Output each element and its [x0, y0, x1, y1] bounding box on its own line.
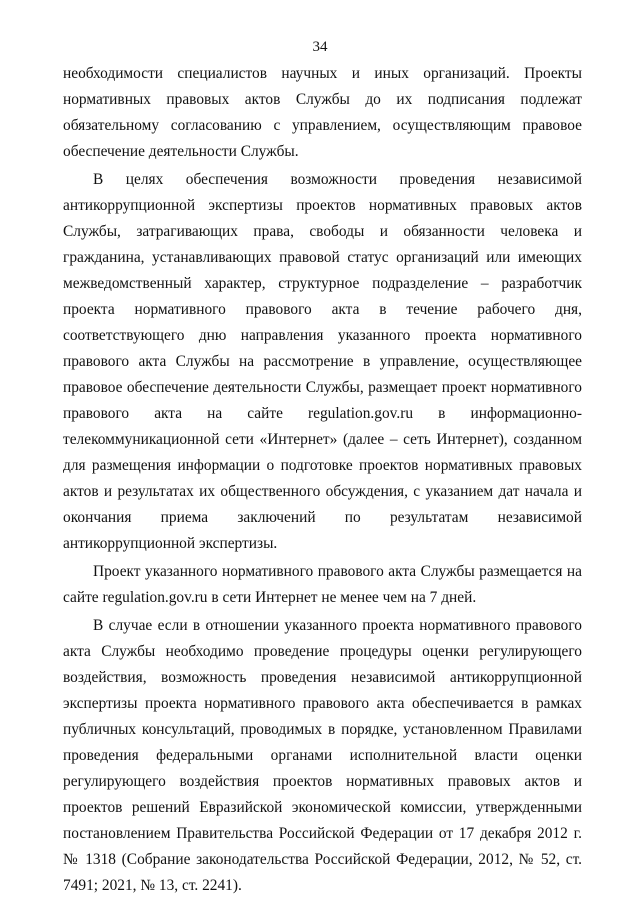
paragraph-continuation: необходимости специалистов научных и иных организаций. Проекты нормативных правовых актов Службы до их подписания подлежат обязательному согласованию с управлением, осуществляющим правовое обеспечение деятельности Службы. [63, 65, 582, 160]
document-body [63, 61, 582, 899]
paragraph-regulatory-impact: В случае если в отношении указанного проекта нормативного правового акта Службы необходимо проведение процедуры оценки регулирующего воздействия, возможность проведения независимой антикоррупционной экспертизы проекта нормативного правового акта обеспечивается в рамках публичных консультаций, проводимых в порядке, установленном Правилами проведения федеральными органами исполнительной власти оценки регулирующего воздействия проектов нормативных правовых актов и проектов решений Евразийской экономической комиссии, утвержденными постановлением Правительства Российской Федерации от 17 декабря 2012 г. № 1318 (Собрание законодательства Российской Федерации, 2012, № 52, ст. 7491; 2021, № 13, ст. 2241). [63, 617, 582, 894]
paragraph-placement-term: Проект указанного нормативного правового акта Службы размещается на сайте regulation.gov.ru в сети Интернет не менее чем на 7 дней. [63, 563, 582, 606]
paragraph-independent-expertise: В целях обеспечения возможности проведения независимой антикоррупционной экспертизы проектов нормативных правовых актов Службы, затрагивающих права, свободы и обязанности человека и гражданина, устанавливающих правовой статус организаций или имеющих межведомственный характер, структурное подразделение – разработчик проекта нормативного правового акта в течение рабочего дня, соответствующего дню направления указанного проекта нормативного правового акта Службы на рассмотрение в управление, осуществляющее правовое обеспечение деятельности Службы, размещает проект нормативного правового акта на сайте regulation.gov.ru в информационно-телекоммуникационной сети «Интернет» (далее – сеть Интернет), созданном для размещения информации о подготовке проектов нормативных правовых актов и результатах их общественного обсуждения, с указанием дат начала и окончания приема заключений по результатам независимой антикоррупционной экспертизы. [63, 171, 582, 552]
page-number: 34 [312, 39, 328, 55]
